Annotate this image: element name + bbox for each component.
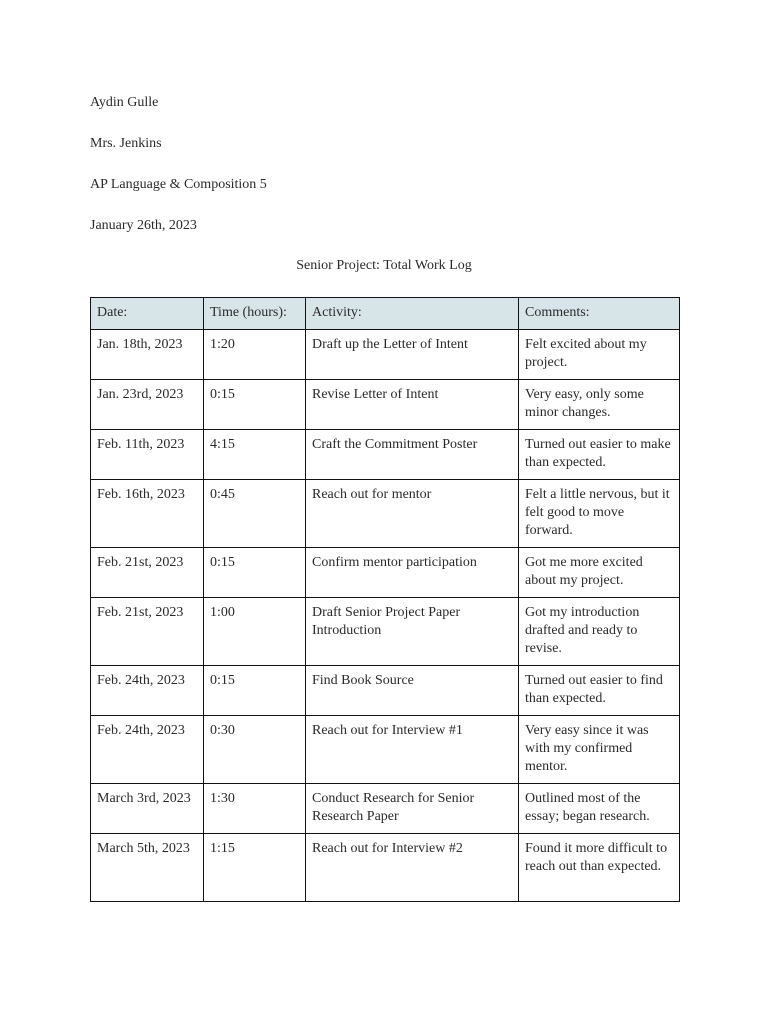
cell-comments: Very easy, only some minor changes.: [519, 380, 680, 430]
cell-time: 0:15: [204, 666, 306, 716]
cell-activity: Find Book Source: [306, 666, 519, 716]
cell-comments: Very easy since it was with my confirmed mentor.: [519, 716, 680, 784]
cell-date: Feb. 21st, 2023: [91, 548, 204, 598]
cell-activity: Reach out for Interview #1: [306, 716, 519, 784]
table-row: [91, 598, 680, 666]
table-row: [91, 430, 680, 480]
table-row: [91, 784, 680, 834]
table-header-row: [91, 298, 680, 330]
cell-activity: Conduct Research for Senior Research Paper: [306, 784, 519, 834]
cell-comments: Felt a little nervous, but it felt good to move forward.: [519, 480, 680, 548]
cell-time: 1:00: [204, 598, 306, 666]
cell-comments: Felt excited about my project.: [519, 330, 680, 380]
cell-comments: Found it more difficult to reach out than expected.: [519, 834, 680, 902]
cell-time: 1:30: [204, 784, 306, 834]
cell-date: Jan. 23rd, 2023: [91, 380, 204, 430]
course-name: AP Language & Composition 5: [90, 177, 267, 192]
cell-time: 0:15: [204, 548, 306, 598]
cell-date: Feb. 24th, 2023: [91, 716, 204, 784]
cell-date: March 5th, 2023: [91, 834, 204, 902]
cell-activity: Reach out for Interview #2: [306, 834, 519, 902]
cell-comments: Outlined most of the essay; began research.: [519, 784, 680, 834]
table-row: [91, 716, 680, 784]
cell-date: Feb. 21st, 2023: [91, 598, 204, 666]
cell-activity: Revise Letter of Intent: [306, 380, 519, 430]
student-name: Aydin Gulle: [90, 95, 159, 110]
table-row: [91, 480, 680, 548]
cell-date: Feb. 24th, 2023: [91, 666, 204, 716]
cell-comments: Got me more excited about my project.: [519, 548, 680, 598]
cell-date: March 3rd, 2023: [91, 784, 204, 834]
cell-activity: Reach out for mentor: [306, 480, 519, 548]
cell-time: 4:15: [204, 430, 306, 480]
cell-comments: Turned out easier to find than expected.: [519, 666, 680, 716]
cell-time: 0:15: [204, 380, 306, 430]
table-row: [91, 548, 680, 598]
table-row: [91, 380, 680, 430]
table-row: [91, 834, 680, 902]
cell-time: 0:45: [204, 480, 306, 548]
cell-time: 1:20: [204, 330, 306, 380]
cell-date: Jan. 18th, 2023: [91, 330, 204, 380]
document-title: Senior Project: Total Work Log: [296, 258, 472, 273]
cell-date: Feb. 16th, 2023: [91, 480, 204, 548]
table-row: [91, 330, 680, 380]
cell-time: 0:30: [204, 716, 306, 784]
document-date: January 26th, 2023: [90, 218, 197, 233]
column-header-comments: Comments:: [519, 298, 680, 330]
cell-activity: Craft the Commitment Poster: [306, 430, 519, 480]
cell-comments: Got my introduction drafted and ready to revise.: [519, 598, 680, 666]
column-header-date: Date:: [91, 298, 204, 330]
cell-comments: Turned out easier to make than expected.: [519, 430, 680, 480]
cell-activity: Draft up the Letter of Intent: [306, 330, 519, 380]
teacher-name: Mrs. Jenkins: [90, 136, 162, 151]
cell-date: Feb. 11th, 2023: [91, 430, 204, 480]
column-header-time: Time (hours):: [204, 298, 306, 330]
column-header-activity: Activity:: [306, 298, 519, 330]
cell-time: 1:15: [204, 834, 306, 902]
table-row: [91, 666, 680, 716]
cell-activity: Confirm mentor participation: [306, 548, 519, 598]
work-log-table: [90, 297, 680, 902]
cell-activity: Draft Senior Project Paper Introduction: [306, 598, 519, 666]
